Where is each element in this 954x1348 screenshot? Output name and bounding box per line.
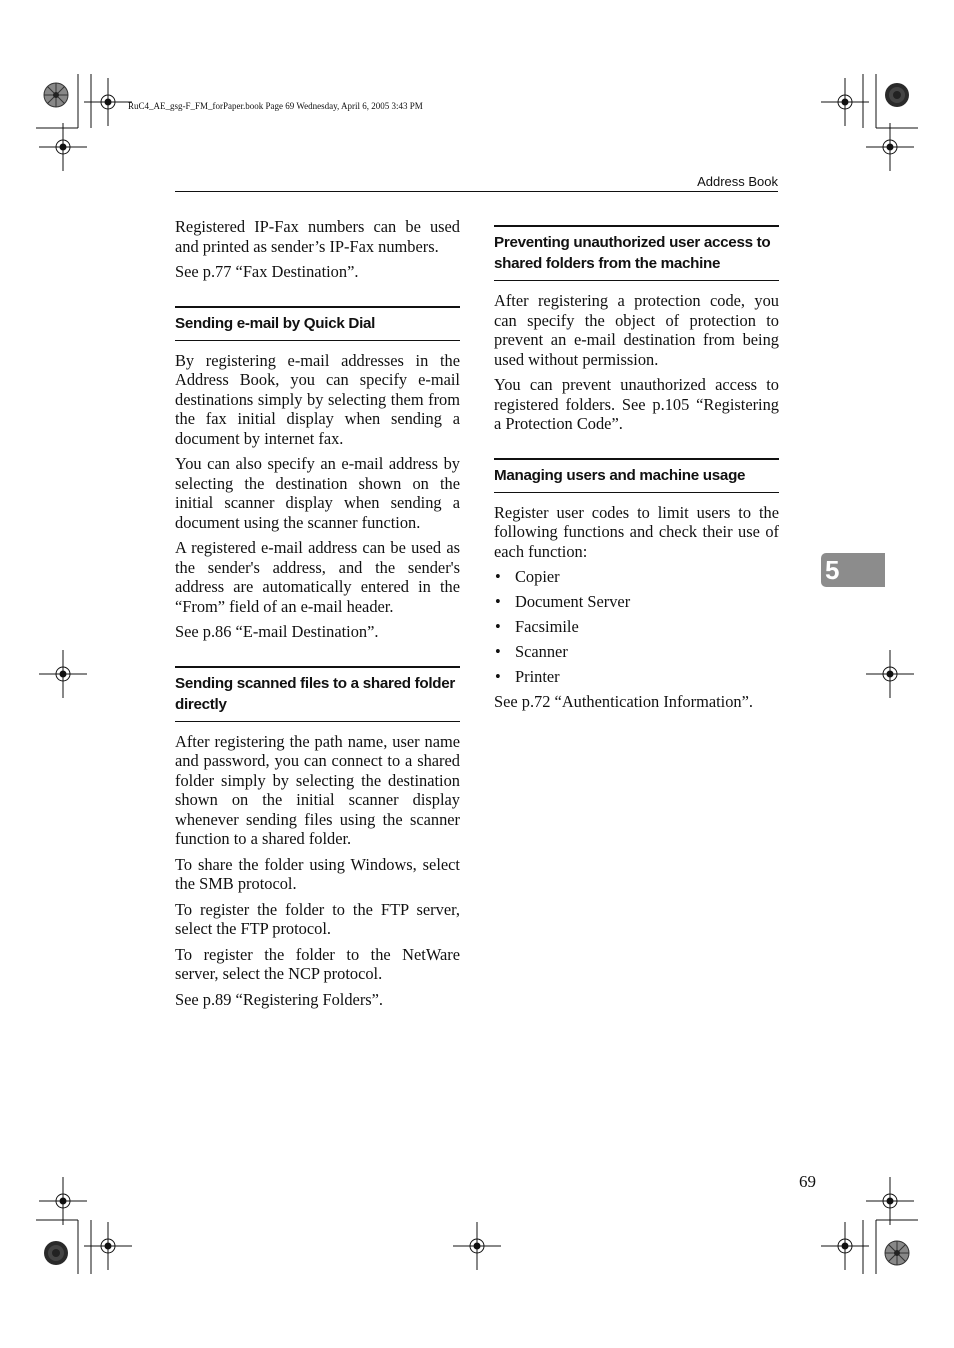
header-rule <box>175 191 778 192</box>
body-paragraph: To share the folder using Windows, select the SMB protocol. <box>175 854 460 893</box>
body-paragraph: A registered e-mail address can be used as the sender's address, and the sender's address are automatically entered in the “From” field of an e-mail header. <box>175 538 460 616</box>
section-heading: Sending e-mail by Quick Dial <box>175 306 460 341</box>
list-item: • Facsimile <box>494 617 779 637</box>
chapter-number: 5 <box>825 555 840 585</box>
body-paragraph: To register the folder to the FTP server, select the FTP protocol. <box>175 899 460 938</box>
registration-target <box>39 1177 87 1225</box>
registration-rosette <box>44 83 68 107</box>
registration-target <box>39 650 87 698</box>
body-paragraph: You can prevent unauthorized access to registered folders. See p.105 “Registering a Protection Code”. <box>494 375 779 433</box>
body-paragraph: Register user codes to limit users to the following functions and check their use of each function: <box>494 502 779 561</box>
registration-rosette <box>885 1241 909 1265</box>
left-column <box>175 217 460 1015</box>
section-heading: Preventing unauthorized user access to shared folders from the machine <box>494 225 779 281</box>
list-item: • Scanner <box>494 642 779 662</box>
body-paragraph: You can also specify an e-mail address by selecting the destination shown on the initial scanner display when sending a document using the scanner function. <box>175 454 460 532</box>
right-column <box>494 225 779 718</box>
page-number: 69 <box>799 1172 816 1191</box>
cross-reference: See p.86 “E-mail Destination”. <box>175 622 379 641</box>
list-item: • Printer <box>494 667 779 687</box>
cross-reference: See p.89 “Registering Folders”. <box>175 989 384 1009</box>
registration-target <box>821 1222 869 1270</box>
registration-target <box>453 1222 501 1270</box>
cross-reference: See p.72 “Authentication Information”. <box>494 692 753 711</box>
running-header: Address Book <box>697 174 778 189</box>
section-heading: Sending scanned files to a shared folder directly <box>175 666 460 722</box>
body-paragraph: After registering a protection code, you can specify the object of protection to prevent an e-mail destination from being used without permission. <box>494 291 779 369</box>
registration-target <box>866 123 914 171</box>
registration-target <box>39 123 87 171</box>
print-slug: RuC4_AE_gsg-F_FM_forPaper.book Page 69 Wednesday, April 6, 2005 3:43 PM <box>128 101 423 111</box>
body-paragraph: To register the folder to the NetWare server, select the NCP protocol. <box>175 944 460 983</box>
list-item: • Copier <box>494 567 779 587</box>
registration-rosette <box>44 1241 68 1265</box>
registration-target <box>866 650 914 698</box>
cross-reference: See p.77 “Fax Destination”. <box>175 262 359 281</box>
registration-target <box>821 78 869 126</box>
list-item: • Document Server <box>494 592 779 612</box>
registration-rosette <box>885 83 909 107</box>
function-list <box>494 567 779 687</box>
registration-target <box>866 1177 914 1225</box>
chapter-tab <box>821 553 885 587</box>
body-paragraph: After registering the path name, user name and password, you can connect to a shared folder simply by selecting the destination shown on the initial scanner display whenever sending files using the scanner function to a shared folder. <box>175 731 460 848</box>
body-paragraph: By registering e-mail addresses in the Address Book, you can specify e-mail destinations simply by selecting them from the fax initial display when sending a document by internet fax. <box>175 350 460 448</box>
section-heading: Managing users and machine usage <box>494 458 779 493</box>
body-paragraph: Registered IP-Fax numbers can be used and printed as sender’s IP-Fax numbers. <box>175 217 460 256</box>
